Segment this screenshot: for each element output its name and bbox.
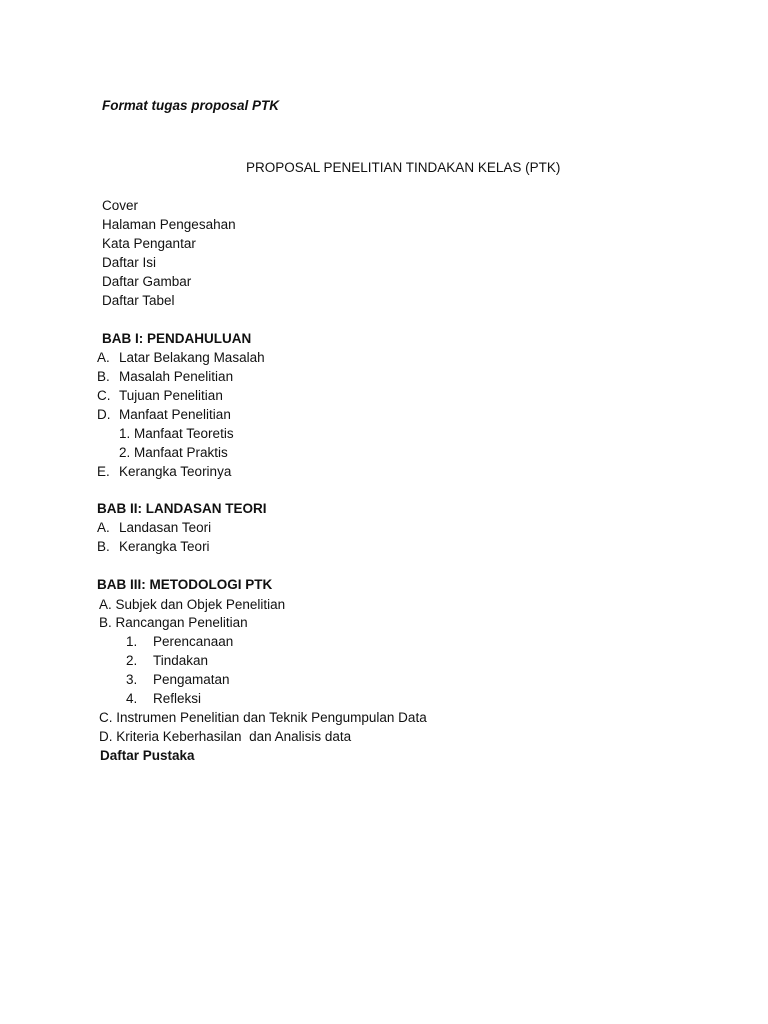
bab2-title: BAB II: LANDASAN TEORI xyxy=(97,501,267,516)
front-matter-item: Daftar Gambar xyxy=(102,274,192,289)
list-item: Manfaat Penelitian xyxy=(119,407,231,422)
list-marker: B. xyxy=(97,369,110,384)
document-title: PROPOSAL PENELITIAN TINDAKAN KELAS (PTK) xyxy=(246,160,561,175)
list-marker: D. xyxy=(97,407,111,422)
front-matter-item: Daftar Isi xyxy=(102,255,157,270)
sub-list-item: 2. Manfaat Praktis xyxy=(119,445,228,460)
front-matter-item: Halaman Pengesahan xyxy=(102,217,236,232)
list-marker: A. xyxy=(97,520,110,535)
list-marker: E. xyxy=(97,464,110,479)
document-heading: Format tugas proposal PTK xyxy=(102,98,280,113)
front-matter-item: Cover xyxy=(102,198,139,213)
bab3-title: BAB III: METODOLOGI PTK xyxy=(97,577,273,592)
step-item: Pengamatan xyxy=(153,672,230,687)
step-marker: 1. xyxy=(126,634,138,649)
bab1-title: BAB I: PENDAHULUAN xyxy=(102,331,252,346)
list-item: D. Kriteria Keberhasilan dan Analisis data xyxy=(99,729,352,744)
list-item: Kerangka Teorinya xyxy=(119,464,232,479)
list-item: C. Instrumen Penelitian dan Teknik Pengumpulan Data xyxy=(99,710,427,725)
step-item: Refleksi xyxy=(153,691,202,706)
list-marker: A. xyxy=(97,350,110,365)
list-item: Landasan Teori xyxy=(119,520,212,535)
sub-list-item: 1. Manfaat Teoretis xyxy=(119,426,234,441)
step-marker: 4. xyxy=(126,691,138,706)
step-marker: 2. xyxy=(126,653,138,668)
step-item: Perencanaan xyxy=(153,634,234,649)
list-marker: B. xyxy=(97,539,110,554)
list-item: B. Rancangan Penelitian xyxy=(99,615,248,630)
front-matter-item: Daftar Tabel xyxy=(102,293,175,308)
list-marker: C. xyxy=(97,388,111,403)
step-item: Tindakan xyxy=(153,653,209,668)
list-item: Masalah Penelitian xyxy=(119,369,234,384)
step-marker: 3. xyxy=(126,672,138,687)
daftar-pustaka: Daftar Pustaka xyxy=(100,748,195,763)
list-item: A. Subjek dan Objek Penelitian xyxy=(99,597,286,612)
list-item: Tujuan Penelitian xyxy=(119,388,223,403)
list-item: Latar Belakang Masalah xyxy=(119,350,265,365)
front-matter-item: Kata Pengantar xyxy=(102,236,196,251)
list-item: Kerangka Teori xyxy=(119,539,210,554)
